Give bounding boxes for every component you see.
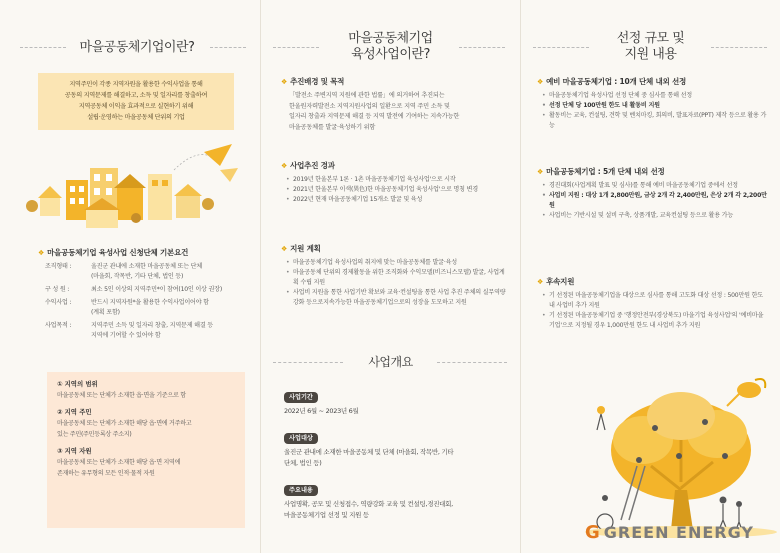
scope-definitions-box <box>47 372 245 528</box>
list-item: • 경진대회(사업계획 발표 및 심사)를 통해 예비 마을공동체기업 중에서 선정 <box>541 181 767 191</box>
panel-selection-support <box>521 0 780 553</box>
list-item: • 활동비는 교육, 컨설팅, 견학 및 벤치마킹, 회의비, 발표자료(PPT) 제작 등으로 활용 가능 <box>541 111 767 131</box>
list-item: • 2021년 한울본부 이색(異色)한 마을공동체기업 육성사업'으로 명칭 변경 <box>285 185 509 195</box>
requirement-row: 수익사업 : 반드시 지역자원*을 활용한 수익사업이어야 함 (계획 포함) <box>45 299 209 316</box>
list-item: • 선정 단체 당 100만원 한도 내 활동비 지원 <box>541 101 767 111</box>
overview-tag: 주요내용 <box>284 485 318 496</box>
requirement-row: 사업목적 : 지역주민 소득 및 일자리 창출, 지역문제 해결 등 지역에 기여할 수 있어야 함 <box>45 322 213 339</box>
diamond-icon: ❖ <box>537 167 544 176</box>
scope-item: ① 지역의 범위 마을공동체 또는 단체가 소재한 읍·면을 기준으로 함 <box>57 380 186 399</box>
diamond-icon: ❖ <box>281 161 288 170</box>
list-item: • 마을공동체기업 육성사업 선정 단체 중 심사를 통해 선정 <box>541 91 767 101</box>
green-energy-logo <box>585 522 754 543</box>
logo-mark: G <box>585 522 601 543</box>
overview-item: 사업기간 2022년 6월 ~ 2023년 6월 <box>284 394 359 415</box>
requirements-list <box>45 262 255 341</box>
section-enterprise: ❖ 마을공동체기업 : 5개 단체 내외 선정 • 경진대회(사업계획 발표 및 심사)를 통해 예비 마을공동체기업 중에서 선정 • 사업비 지원 : 대상 1개 2,800만원, 금상 2개 각 2,400만원, 은상 2개 각 2,200만원 • 사업비는 기반시설 및 설비 구축, 상품개발, 교육컨설팅 등으로 활용 가능 <box>537 166 767 221</box>
diamond-icon: ❖ <box>281 244 288 253</box>
definition-box <box>38 73 234 130</box>
title-rule-right <box>210 47 246 48</box>
section-progress: ❖ 사업추진 경과 • 2019년 한울본부 1론 · 1촌 마을공동체기업 육성사업'으로 시작 • 2021년 한울본부 이색(異色)한 마을공동체기업 육성사업'으로 명칭 변경 • 2022년 현재 마을공동체기업 15개소 발굴 및 육성 <box>281 160 509 205</box>
overview-item: 주요내용 사업명확, 공모 및 신청접수, 역량강화 교육 및 컨설팅,경진대회, 마을공동체기업 선정 및 지원 등 <box>284 487 453 519</box>
village-illustration <box>24 140 244 232</box>
list-item: • 2022년 현재 마을공동체기업 15개소 발굴 및 육성 <box>285 195 509 205</box>
list-item: • 사업비는 기반시설 및 설비 구축, 상품개발, 교육컨설팅 등으로 활용 가능 <box>541 211 767 221</box>
title-rule-left <box>20 47 66 48</box>
overview-tag: 사업기간 <box>284 392 318 403</box>
title-rule-left <box>533 47 589 48</box>
diamond-icon: ❖ <box>537 77 544 86</box>
definition-line: 지역주민이 각종 지역자원을 활용한 수익사업을 통해 <box>69 81 203 88</box>
title-rule-left <box>273 47 319 48</box>
section-support-plan: ❖ 지원 계획 • 마을공동체기업 육성사업의 취지에 맞는 마을공동체를 발굴·육성 • 마을공동체 단위의 경제활동을 위한 조직화와 수익모델(비즈니스모델) 발굴, 사업계획 수립 지원 • 사업비 지원을 통한 사업기반 확보와 교육·컨설팅을 통한 사업 추진 주체의 실무역량 강화 등으로지속가능한 마을공동체기업으로의 성장을 도모하고 지원 <box>281 243 509 308</box>
diamond-icon: ❖ <box>281 77 288 86</box>
overview-rule-right <box>437 362 507 363</box>
section-follow-up: ❖ 후속지원 • 기 선정된 마을공동체기업을 대상으로 심사를 통해 고도화 대상 선정 : 500만원 한도 내 사업비 추가 지원 • 기 선정된 마을공동체기업 중 '행정안전부(경상북도) 마을기업 육성사업'의 '예비마을기업'으로 지정될 경우 1,000만원 한도 내 사업비 추가 지원 <box>537 276 767 331</box>
panel-title: 선정 규모 및 지원 내용 <box>616 31 685 62</box>
requirements-section <box>38 247 253 258</box>
requirement-row: 조직형태 : 울진군 관내에 소재한 마을공동체 또는 단체 (마을회, 작목반, 기타 단체, 법인 등) <box>45 263 203 280</box>
overview-tag: 사업대상 <box>284 433 318 444</box>
logo-text: GREEN ENERGY <box>603 523 754 542</box>
diamond-icon: ❖ <box>38 248 45 257</box>
section-background: ❖ 추진배경 및 목적 「발전소 주변지역 지원에 관한 법률」에 의거하여 추진되는 한울원자력발전소 지역지원사업의 일환으로 지역 주민 소득 및 일자리 창출과 지역문제 해결 등 지역 발전에 기여하는 지속가능한 마을공동체를 발굴·육성하기 위함 <box>281 77 460 131</box>
title-rule-right <box>711 47 767 48</box>
panel-program-description <box>261 0 520 553</box>
definition-line: 지역공동체 이익을 효과적으로 실현하기 위해 <box>78 103 194 110</box>
panel-what-is-enterprise <box>0 0 260 553</box>
scope-item: ③ 지역 자원 마을공동체 또는 단체가 소재한 해당 읍·면 지역에 존재하는 유무형의 모든 인적·물적 자원 <box>57 447 181 477</box>
requirement-row: 구 성 원 : 최소 5인 이상의 지역주민*이 참여(10인 이상 권장) <box>45 286 223 293</box>
overview-rule-left <box>273 362 343 363</box>
scope-item: ② 지역 주민 마을공동체 또는 단체가 소재한 해당 읍·면에 거주하고 있는 주민(주민등록상 주소지) <box>57 408 192 438</box>
section-preliminary: ❖ 예비 마을공동체기업 : 10개 단체 내외 선정 • 마을공동체기업 육성사업 선정 단체 중 심사를 통해 선정 • 선정 단체 당 100만원 한도 내 활동비 지원 • 활동비는 교육, 컨설팅, 견학 및 벤치마킹, 회의비, 발표자료(PPT) 제작 등으로 활용 가능 <box>537 76 767 131</box>
definition-line: 설립·운영하는 마을공동체 단위의 기업 <box>87 114 185 121</box>
list-item: • 사업비 지원 : 대상 1개 2,800만원, 금상 2개 각 2,400만원, 은상 2개 각 2,200만원 <box>541 191 767 211</box>
list-item: • 사업비 지원을 통한 사업기반 확보와 교육·컨설팅을 통한 사업 추진 주체의 실무역량 강화 등으로지속가능한 마을공동체기업으로의 성장을 도모하고 지원 <box>285 288 509 308</box>
tree-illustration <box>581 370 779 540</box>
list-item: • 2019년 한울본부 1론 · 1촌 마을공동체기업 육성사업'으로 시작 <box>285 175 509 185</box>
list-item: • 기 선정된 마을공동체기업 중 '행정안전부(경상북도) 마을기업 육성사업'의 '예비마을기업'으로 지정될 경우 1,000만원 한도 내 사업비 추가 지원 <box>541 311 767 331</box>
panel-title: 마을공동체기업이란? <box>79 40 195 55</box>
title-rule-right <box>459 47 505 48</box>
overview-item: 사업대상 울진군 관내에 소재한 마을공동체 및 단체 (마을회, 작목반, 기타 단체, 법인 등) <box>284 435 454 467</box>
definition-line: 공동의 지역문제를 해결하고, 소득 및 일자리를 창출하여 <box>64 92 208 99</box>
overview-title: 사업개요 <box>368 355 413 369</box>
list-item: • 마을공동체기업 육성사업의 취지에 맞는 마을공동체를 발굴·육성 <box>285 258 509 268</box>
list-item: • 마을공동체 단위의 경제활동을 위한 조직화와 수익모델(비즈니스모델) 발굴, 사업계획 수립 지원 <box>285 268 509 288</box>
overview-list <box>284 384 512 529</box>
panel-title: 마을공동체기업 육성사업이란? <box>348 31 433 62</box>
diamond-icon: ❖ <box>537 277 544 286</box>
list-item: • 기 선정된 마을공동체기업을 대상으로 심사를 통해 고도화 대상 선정 : 500만원 한도 내 사업비 추가 지원 <box>541 291 767 311</box>
requirements-heading: ❖ 마을공동체기업 육성사업 신청단체 기본요건 <box>38 248 189 257</box>
